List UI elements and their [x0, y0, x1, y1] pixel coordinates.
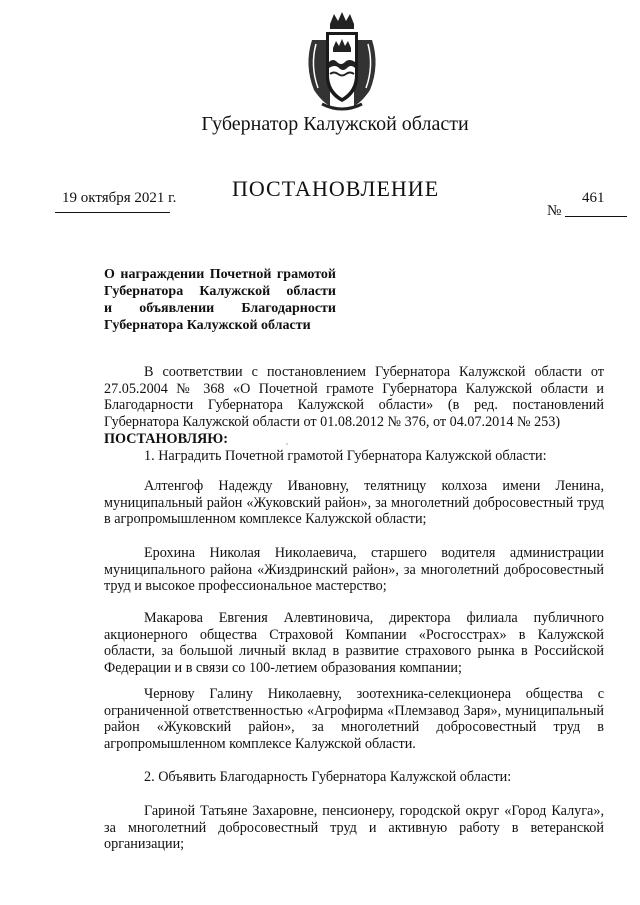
item-1-entry: [104, 545, 604, 595]
award-entry: Ерохина Николая Николаевича, старшего водителя администрации муниципального района «Жиздринский район», за многолетний добросовестный труд и высокое профессиональное мастерство;: [104, 545, 604, 595]
subject-line: Губернатора Калужской области: [104, 318, 311, 333]
item-1-entry: [104, 610, 604, 677]
item-1-entry: [104, 478, 604, 528]
subject-line: и объявлении Благодарности: [104, 301, 336, 316]
subject-line: Губернатора Калужской области: [104, 284, 336, 299]
date-underline: [55, 212, 170, 213]
issuing-authority: Губернатор Калужской области: [201, 113, 469, 135]
document-type-title: ПОСТАНОВЛЕНИЕ: [232, 176, 440, 201]
document-subject: [104, 266, 336, 334]
preamble-paragraph: В соответствии с постановлением Губернатора Калужской области от 27.05.2004 № 368 «О Почетной грамоте Губернатора Калужской области и Благодарности Губернатора Калужской области» (в ред. постановлений Губернатора Калужской области от 01.08.2012 № 376, от 04.07.2014 № 253): [104, 364, 604, 431]
number-underline: [565, 216, 627, 217]
award-entry: Алтенгоф Надежду Ивановну, телятницу колхоза имени Ленина, муниципальный район «Жуковский район», за многолетний добросовестный труд в агропромышленном комплексе Калужской области;: [104, 478, 604, 528]
award-entry: Макарова Евгения Алевтиновича, директора филиала публичного акционерного общества Страховой Компании «Росгосстрах» в Калужской области, за большой личный вклад в развитие страхового рынка в Российской Федерации и в связи со 100-летием образования компании;: [104, 610, 604, 677]
document-date: 19 октября 2021 г.: [62, 190, 177, 206]
item-1-heading: 1. Наградить Почетной грамотой Губернатора Калужской области:: [144, 447, 547, 464]
number-sign: №: [547, 203, 562, 219]
award-entry: Чернову Галину Николаевну, зоотехника-селекционера общества с ограниченной ответственностью «Агрофирма «Племзавод Заря», муниципальный район «Жуковский район», за многолетний добросовестный труд в агропромышленном комплексе Калужской области.: [104, 686, 604, 753]
decree-word: ПОСТАНОВЛЯЮ:: [104, 430, 229, 447]
gratitude-entry: Гариной Татьяне Захаровне, пенсионеру, городской округ «Город Калуга», за многолетний добросовестный труд и активную работу в ветеранской организации;: [104, 803, 604, 853]
item-1-entry: [104, 686, 604, 753]
coat-of-arms-emblem: [300, 10, 384, 112]
item-2-entry: [104, 803, 604, 853]
preamble-block: [104, 364, 604, 464]
scan-mark: ,: [286, 437, 288, 446]
subject-line: О награждении Почетной грамотой: [104, 267, 336, 282]
item-2-heading: 2. Объявить Благодарность Губернатора Калужской области:: [144, 769, 512, 785]
item-2-block: [104, 769, 604, 786]
document-number: 461: [582, 190, 605, 206]
